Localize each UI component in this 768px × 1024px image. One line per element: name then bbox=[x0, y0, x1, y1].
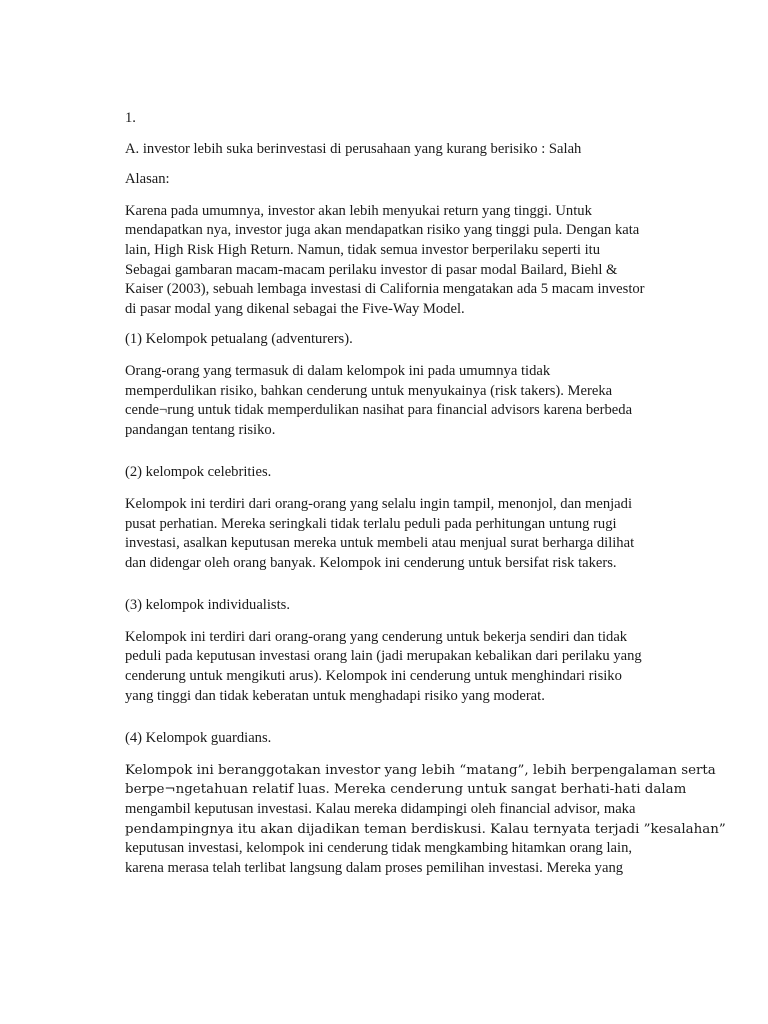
paragraph-line: Orang-orang yang termasuk di dalam kelompok ini pada umumnya tidak bbox=[125, 362, 551, 379]
group4-paragraph bbox=[125, 761, 726, 879]
paragraph-line: mengambil keputusan investasi. Kalau mereka didampingi oleh financial advisor, maka bbox=[125, 801, 636, 818]
group2-heading: (2) kelompok celebrities. bbox=[125, 464, 272, 481]
item-number: 1. bbox=[125, 110, 136, 126]
group1-heading: (1) Kelompok petualang (adventurers). bbox=[125, 331, 353, 348]
paragraph-line: Kaiser (2003), sebuah lembaga investasi di California mengatakan ada 5 macam investor bbox=[125, 281, 645, 298]
paragraph-line: Sebagai gambaran macam-macam perilaku investor di pasar modal Bailard, Biehl & bbox=[125, 261, 618, 278]
reason-label: Alasan: bbox=[125, 171, 170, 188]
paragraph-line: berpe¬ngetahuan relatif luas. Mereka cenderung untuk sangat berhati-hati dalam bbox=[125, 782, 687, 798]
paragraph-line: karena merasa telah terlibat langsung dalam proses pemilihan investasi. Mereka yang bbox=[125, 859, 624, 876]
document-body bbox=[125, 109, 726, 878]
paragraph-line: lain, High Risk High Return. Namun, tidak semua investor berperilaku seperti itu bbox=[125, 241, 601, 258]
group3-paragraph bbox=[125, 628, 665, 706]
paragraph-line: di pasar modal yang dikenal sebagai the Five-Way Model. bbox=[125, 300, 465, 317]
paragraph-line: pandangan tentang risiko. bbox=[125, 421, 276, 438]
group3-heading: (3) kelompok individualists. bbox=[125, 597, 290, 614]
statement: A. investor lebih suka berinvestasi di perusahaan yang kurang berisiko : Salah bbox=[125, 140, 582, 157]
group1-paragraph bbox=[125, 362, 665, 440]
intro-paragraph bbox=[125, 202, 665, 320]
paragraph-line: Kelompok ini terdiri dari orang-orang yang selalu ingin tampil, menonjol, dan menjadi bbox=[125, 495, 633, 512]
paragraph-line: cenderung untuk mengikuti arus). Kelompok ini cenderung untuk menghindari risiko bbox=[125, 668, 622, 685]
paragraph-line: pusat perhatian. Mereka seringkali tidak terlalu peduli pada perhitungan untung rugi bbox=[125, 515, 617, 532]
group4-heading: (4) Kelompok guardians. bbox=[125, 730, 272, 747]
paragraph-line: memperdulikan risiko, bahkan cenderung untuk menyukainya (risk takers). Mereka bbox=[125, 382, 613, 399]
paragraph-line: yang tinggi dan tidak keberatan untuk menghadapi risiko yang moderat. bbox=[125, 687, 545, 704]
paragraph-line: cende¬rung untuk tidak memperdulikan nasihat para financial advisors karena berbeda bbox=[125, 402, 633, 419]
paragraph-line: Karena pada umumnya, investor akan lebih menyukai return yang tinggi. Untuk bbox=[125, 202, 592, 219]
paragraph-line: investasi, asalkan keputusan mereka untuk membeli atau menjual surat berharga dilihat bbox=[125, 535, 635, 552]
paragraph-line: peduli pada keputusan investasi orang lain (jadi merupakan kebalikan dari perilaku yang bbox=[125, 648, 642, 665]
paragraph-line: pendampingnya itu akan dijadikan teman berdiskusi. Kalau ternyata terjadi ”kesalahan” bbox=[125, 821, 726, 837]
paragraph-line: mendapatkan nya, investor juga akan mendapatkan risiko yang tinggi pula. Dengan kata bbox=[125, 222, 640, 239]
paragraph-line: keputusan investasi, kelompok ini cenderung tidak mengkambing hitamkan orang lain, bbox=[125, 840, 633, 857]
paragraph-line: Kelompok ini terdiri dari orang-orang yang cenderung untuk bekerja sendiri dan tidak bbox=[125, 628, 628, 645]
paragraph-line: Kelompok ini beranggotakan investor yang lebih “matang”, lebih berpengalaman serta bbox=[125, 762, 716, 778]
group2-paragraph bbox=[125, 495, 665, 573]
paragraph-line: dan didengar oleh orang banyak. Kelompok ini cenderung untuk bersifat risk takers. bbox=[125, 554, 617, 571]
